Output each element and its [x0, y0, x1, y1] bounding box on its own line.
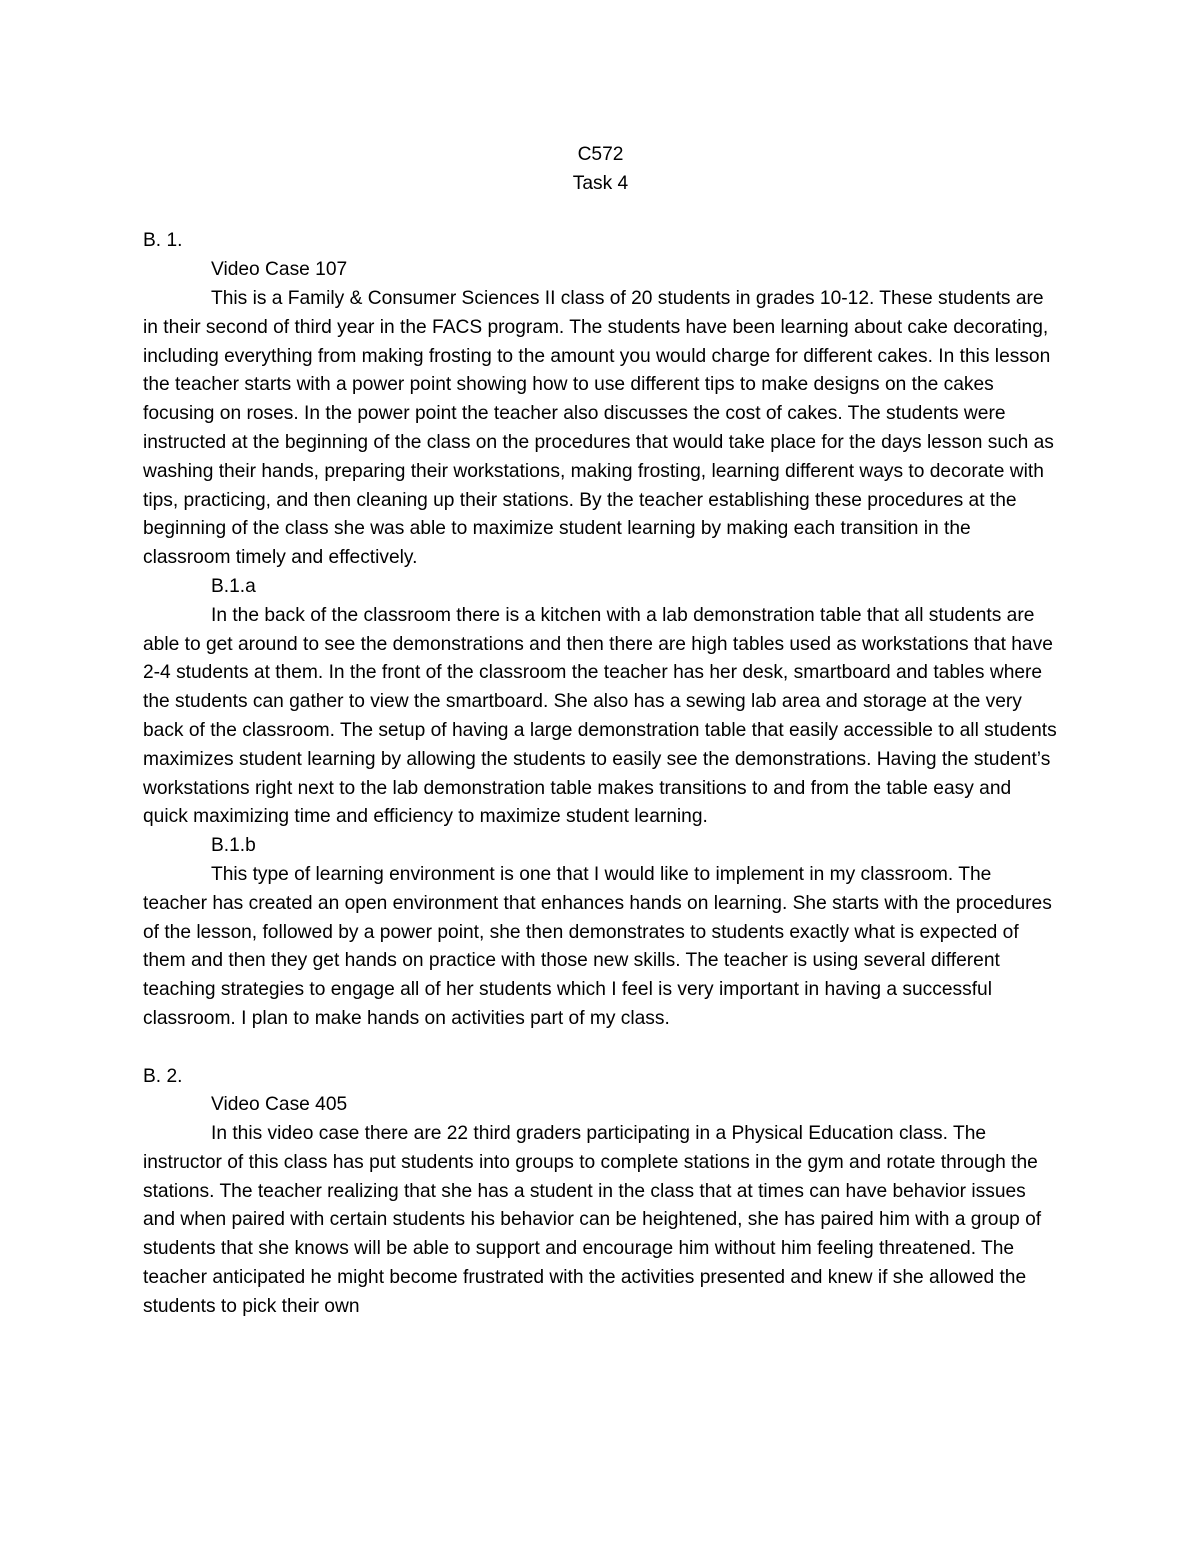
section-b2	[143, 1063, 1058, 1322]
video-case-405-title: Video Case 405	[211, 1094, 348, 1116]
task-title: Task 4	[572, 172, 629, 194]
document-title-block	[143, 141, 1058, 199]
course-code: C572	[577, 144, 624, 165]
section-b1-label: B. 1.	[143, 230, 183, 252]
b1-paragraph: This is a Family & Consumer Sciences II class of 20 students in grades 10-12. These students are in their second of third year in the FACS program. The students have been learning about cake decorating, including everything from making frosting to the amount you would charge for different cakes. In this lesson the teacher starts with a power point showing how to use different tips to make designs on the cakes focusing on roses. In the power point the teacher also discusses the cost of cakes. The students were instructed at the beginning of the class on the procedures that would take place for the days lesson such as washing their hands, preparing their workstations, making frosting, learning different ways to decorate with tips, practicing, and then cleaning up their stations. By the teacher establishing these procedures at the beginning of the class she was able to maximize student learning by making each transition in the classroom timely and effectively.	[143, 287, 1054, 569]
section-b2-label: B. 2.	[143, 1065, 183, 1087]
section-b1	[143, 227, 1058, 1033]
video-case-107-title: Video Case 107	[211, 259, 348, 281]
b1a-paragraph: In the back of the classroom there is a kitchen with a lab demonstration table that all students are able to get around to see the demonstrations and then there are high tables used as workstations that have 2-4 students at them. In the front of the classroom the teacher has her desk, smartboard and tables where the students can gather to view the smartboard. She also has a sewing lab area and storage at the very back of the classroom. The setup of having a large demonstration table that easily accessible to all students maximizes student learning by allowing the students to easily see the demonstrations. Having the student’s workstations right next to the lab demonstration table makes transitions to and from the table easy and quick maximizing time and efficiency to maximize student learning.	[143, 604, 1057, 828]
document-page	[143, 141, 1058, 1322]
b1b-paragraph: This type of learning environment is one that I would like to implement in my classroom. The teacher has created an open environment that enhances hands on learning. She starts with the procedures of the lesson, followed by a power point, she then demonstrates to students exactly what is expected of them and then they get hands on practice with those new skills. The teacher is using several different teaching strategies to engage all of her students which I feel is very important in having a successful classroom. I plan to make hands on activities part of my class.	[143, 863, 1052, 1029]
section-spacer	[143, 1034, 1058, 1063]
b1b-label: B.1.b	[211, 835, 256, 857]
b2-paragraph: In this video case there are 22 third graders participating in a Physical Education class. The instructor of this class has put students into groups to complete stations in the gym and rotate through the stations. The teacher realizing that she has a student in the class that at times can have behavior issues and when paired with certain students his behavior can be heightened, she has paired him with a group of students that she knows will be able to support and encourage him without him feeling threatened. The teacher anticipated he might become frustrated with the activities presented and knew if she allowed the students to pick their own	[143, 1123, 1042, 1317]
b1a-label: B.1.a	[211, 575, 256, 597]
